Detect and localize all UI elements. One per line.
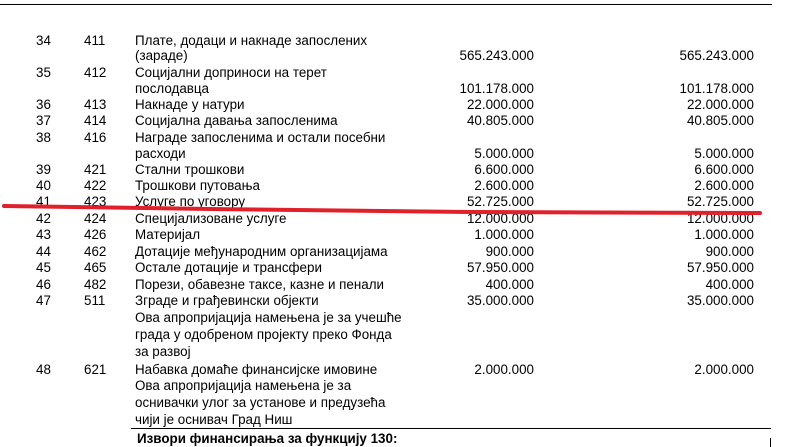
row-number: 34 [36,33,51,48]
account-code: 423 [84,194,107,209]
row-number: 45 [36,260,51,275]
row-number: 37 [36,113,51,128]
funding-sources-heading: Извори финансирања за функцију 130: [137,431,398,446]
row-description: Специјализоване услуге [135,211,287,226]
row-description: Порези, обавезне таксе, казне и пенали [135,277,385,292]
amount-planned: 52.725.000 [466,194,534,209]
row-number: 44 [36,244,51,259]
row-number: 40 [36,178,51,193]
account-code: 465 [84,260,107,275]
amount-total: 40.805.000 [686,113,754,128]
row-number: 35 [36,65,51,80]
account-code: 416 [84,130,107,145]
row-number: 36 [36,97,51,112]
amount-total: 6.600.000 [694,162,754,177]
amount-total: 2.600.000 [694,178,754,193]
row-description: Трошкови путовања [135,178,260,193]
account-code: 422 [84,178,107,193]
account-code: 511 [84,293,106,308]
row-description: Плате, додаци и накнаде запослених [135,33,368,48]
amount-planned: 5.000.000 [474,146,534,161]
amount-total: 101.178.000 [679,81,754,96]
row-number: 39 [36,162,51,177]
row-number: 47 [36,293,51,308]
amount-total: 22.000.000 [686,97,754,112]
row-number: 42 [36,211,51,226]
amount-total: 400.000 [705,277,754,292]
amount-total: 12.000.000 [686,211,754,226]
account-code: 421 [84,162,107,177]
amount-planned: 2.600.000 [474,178,534,193]
row-description: Набавка домаће финансијске имовине [135,362,378,377]
amount-planned: 35.000.000 [466,293,534,308]
account-code: 426 [84,227,107,242]
amount-total: 1.000.000 [694,227,754,242]
account-code: 482 [84,277,107,292]
amount-total: 2.000.000 [694,362,754,377]
row-note: чији је оснивач Град Ниш [135,412,293,427]
row-description: Услуге по уговору [135,194,246,209]
amount-planned: 12.000.000 [466,211,534,226]
amount-planned: 101.178.000 [459,81,534,96]
row-description-cont: послодавца [135,81,210,96]
row-description: Накнаде у натури [135,97,245,112]
row-description-cont: расходи [135,146,186,161]
amount-total: 35.000.000 [686,293,754,308]
row-note: града у одобреном пројекту преко Фонда [135,327,392,342]
row-description: Дотације међународним организацијама [135,244,388,259]
amount-total: 57.950.000 [686,260,754,275]
account-code: 412 [84,65,107,80]
row-description-cont: (зараде) [135,48,188,63]
row-description: Материјал [135,227,201,242]
row-number: 41 [36,194,51,209]
amount-total: 5.000.000 [694,146,754,161]
row-description: Остале дотације и трансфери [135,260,322,275]
row-note: Ова апропријација намењена је за [135,378,352,393]
amount-planned: 40.805.000 [466,113,534,128]
row-description: Зграде и грађевински објекти [135,293,319,308]
account-code: 424 [84,211,107,226]
amount-planned: 1.000.000 [474,227,534,242]
amount-planned: 565.243.000 [459,48,534,63]
row-description: Стални трошкови [135,162,245,177]
account-code: 462 [84,244,107,259]
row-number: 46 [36,277,51,292]
account-code: 414 [84,113,107,128]
row-number: 48 [36,362,51,377]
amount-planned: 22.000.000 [466,97,534,112]
amount-total: 565.243.000 [679,48,754,63]
row-description: Социјална давања запосленима [135,113,338,128]
row-description: Социјални доприноси на терет [135,65,327,80]
row-note: оснивачки улог за установе и предузећа [135,395,386,410]
amount-planned: 400.000 [485,277,534,292]
red-underline-stroke [4,206,760,213]
amount-planned: 57.950.000 [466,260,534,275]
amount-planned: 900.000 [485,244,534,259]
amount-planned: 6.600.000 [474,162,534,177]
account-code: 621 [84,362,107,377]
account-code: 413 [84,97,107,112]
amount-total: 900.000 [705,244,754,259]
row-number: 43 [36,227,51,242]
row-note: Ова апропријација намењена је за учешће [135,310,402,325]
row-description: Награде запосленима и остали посебни [135,130,386,145]
row-note: за развој [135,344,191,359]
amount-total: 52.725.000 [686,194,754,209]
account-code: 411 [84,33,106,48]
amount-planned: 2.000.000 [474,362,534,377]
row-number: 38 [36,130,51,145]
